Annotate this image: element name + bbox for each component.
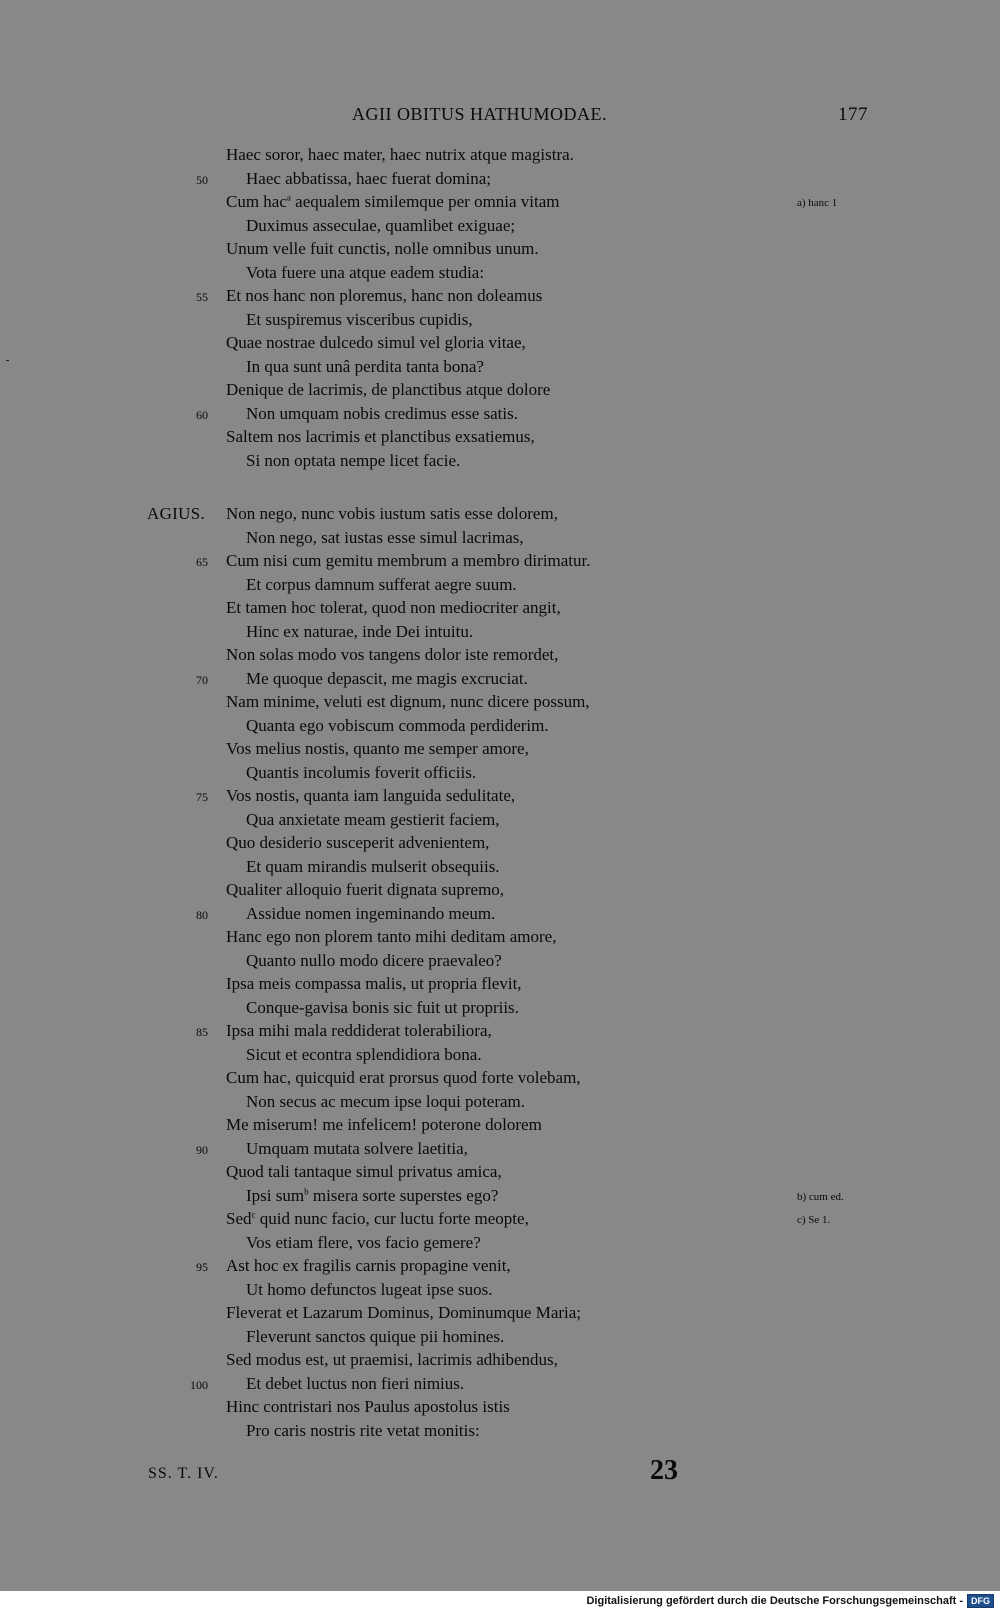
line-number: 55 (196, 290, 208, 304)
line-number: 95 (196, 1260, 208, 1274)
verse-text: Ut homo defunctos lugeat ipse suos. (246, 1279, 493, 1299)
line-number: 75 (196, 790, 208, 804)
verse-text: Non solas modo vos tangens dolor iste remordet, (226, 645, 559, 664)
verse-line (246, 1139, 468, 1159)
verse-text: Assidue nomen ingeminando meum. (246, 903, 496, 923)
speaker-label: AGIUS. (147, 504, 205, 523)
verse-text: Non nego, sat iustas esse simul lacrimas, (246, 527, 524, 547)
verse-line (246, 528, 524, 548)
verse-line (246, 810, 499, 830)
verse-text: Sed modus est, ut praemisi, lacrimis adhibendus, (226, 1350, 558, 1369)
line-number: 90 (196, 1142, 208, 1157)
verse-line (226, 833, 489, 853)
verse-line (226, 692, 590, 712)
line-number: 80 (196, 907, 208, 922)
verse-text: Quanta ego vobiscum commoda perdiderim. (246, 715, 549, 735)
verse-text-continued: quid nunc facio, cur luctu forte meopte, (255, 1209, 529, 1228)
verse-line (246, 951, 502, 971)
sheet-number: 23 (650, 1455, 678, 1486)
verse-line (246, 451, 460, 471)
line-number: 65 (196, 555, 208, 569)
verse-line (226, 974, 522, 994)
verse-text: Quae nostrae dulcedo simul vel gloria vitae, (226, 333, 526, 352)
verse-text: Qua anxietate meam gestierit faciem, (246, 809, 500, 829)
verse-line (226, 1256, 511, 1276)
verse-line (226, 1115, 542, 1135)
verse-line (246, 1421, 480, 1441)
verse-line (226, 927, 556, 947)
footnote-marker: c (251, 1209, 256, 1220)
verse-line (246, 216, 515, 236)
verse-text: Ipsa mihi mala reddiderat tolerabiliora, (226, 1021, 492, 1040)
verse-text: Cum hac, quicquid erat prorsus quod forte volebam, (226, 1068, 581, 1087)
verse-text: Non secus ac mecum ipse loqui poteram. (246, 1091, 526, 1111)
verse-line (226, 1162, 502, 1182)
verse-text: Duximus asseculae, quamlibet exiguae; (246, 215, 516, 235)
line-number: 70 (196, 672, 208, 687)
signature-mark: SS. T. IV. (148, 1465, 219, 1482)
verse-text: Denique de lacrimis, de planctibus atque dolore (226, 380, 551, 399)
verse-text: Ipsa meis compassa malis, ut propria flevit, (226, 974, 522, 993)
page-number: 177 (838, 104, 868, 125)
verse-line (226, 786, 515, 806)
verse-line (226, 1209, 529, 1229)
verse-text: Nam minime, veluti est dignum, nunc dicere possum, (226, 692, 590, 711)
verse-text: Saltem nos lacrimis et planctibus exsatiemus, (226, 427, 535, 446)
verse-line (246, 1186, 498, 1206)
verse-text: Hinc contristari nos Paulus apostolus istis (226, 1397, 510, 1416)
verse-text: Me miserum! me infelicem! poterone dolorem (226, 1115, 542, 1134)
verse-line (226, 598, 561, 618)
verse-text: Et corpus damnum sufferat aegre suum. (246, 574, 517, 594)
verse-line (246, 169, 491, 189)
verse-line (246, 357, 484, 377)
line-number: 50 (196, 172, 208, 187)
line-number: 85 (196, 1025, 208, 1039)
verse-text: Hanc ego non plorem tanto mihi deditam amore, (226, 927, 557, 946)
verse-text: Me quoque depascit, me magis excruciat. (246, 668, 528, 688)
verse-line (246, 857, 500, 877)
verse-line (246, 763, 476, 783)
verse-text: Non nego, nunc vobis iustum satis esse dolorem, (226, 504, 558, 523)
verse-line (246, 716, 549, 736)
verse-text: Ipsi sum (246, 1185, 305, 1205)
verse-line (226, 145, 574, 165)
verse-line (226, 1303, 581, 1323)
verse-text: Sicut et econtra splendidiora bona. (246, 1044, 482, 1064)
verse-line (226, 739, 529, 759)
verse-text: Quo desiderio susceperit advenientem, (226, 833, 490, 852)
verse-line (246, 904, 495, 924)
verse-line (226, 380, 550, 400)
verse-text: Hinc ex naturae, inde Dei intuitu. (246, 621, 474, 641)
margin-footnote: a) hanc 1 (797, 197, 838, 209)
line-number: 100 (190, 1377, 208, 1392)
verse-line (226, 504, 558, 524)
verse-line (246, 1045, 482, 1065)
verse-text: Et suspiremus visceribus cupidis, (246, 309, 473, 329)
margin-footnote: b) cum ed. (797, 1190, 844, 1203)
verse-text: Et tamen hoc tolerat, quod non mediocriter angit, (226, 598, 561, 617)
verse-text: Vos melius nostis, quanto me semper amore, (226, 739, 529, 758)
verse-text: Unum velle fuit cunctis, nolle omnibus unum. (226, 239, 539, 258)
verse-text: Conque-gavisa bonis sic fuit ut propriis. (246, 997, 519, 1017)
running-title: AGII OBITUS HATHUMODAE. (352, 104, 607, 124)
verse-text: Cum hac (226, 192, 287, 211)
verse-line (246, 575, 517, 595)
verse-line (226, 286, 542, 306)
verse-text: Si non optata nempe licet facie. (246, 450, 461, 470)
verse-text: Ast hoc ex fragilis carnis propagine venit, (226, 1256, 511, 1275)
verse-line (246, 622, 473, 642)
margin-footnote: c) Se 1. (797, 1214, 831, 1226)
verse-line (226, 645, 558, 665)
verse-text: Et nos hanc non ploremus, hanc non doleamus (226, 286, 543, 305)
margin-mark (6, 360, 9, 361)
verse-text-continued: misera sorte superstes ego? (308, 1185, 499, 1205)
footer-text: Digitalisierung gefördert durch die Deutsche Forschungsgemeinschaft - (586, 1595, 963, 1607)
digitization-footer (586, 1593, 994, 1609)
verse-text: Quod tali tantaque simul privatus amica, (226, 1162, 502, 1181)
verse-line (246, 1092, 525, 1112)
line-number: 60 (196, 407, 208, 422)
verse-line (226, 1350, 558, 1370)
verse-text: Cum nisi cum gemitu membrum a membro dirimatur. (226, 551, 591, 570)
verse-text: Haec abbatissa, haec fuerat domina; (246, 168, 491, 188)
verse-text: Et debet luctus non fieri nimius. (246, 1373, 465, 1393)
verse-text: Vos nostis, quanta iam languida sedulitate, (226, 786, 516, 805)
verse-text: Quanto nullo modo dicere praevaleo? (246, 950, 502, 970)
footnote-marker: a (286, 192, 291, 203)
verse-line (246, 998, 519, 1018)
verse-text: Vos etiam flere, vos facio gemere? (246, 1232, 481, 1252)
verse-text: Et quam mirandis mulserit obsequiis. (246, 856, 500, 876)
verse-text: Quantis incolumis foverit officiis. (246, 762, 477, 782)
verse-line (226, 427, 535, 447)
verse-line (226, 1397, 510, 1417)
verse-line (226, 1068, 581, 1088)
verse-text: Qualiter alloquio fuerit dignata supremo, (226, 880, 505, 899)
verse-text: Umquam mutata solvere laetitia, (246, 1138, 468, 1158)
verse-line (226, 1021, 492, 1041)
verse-text: Fleverat et Lazarum Dominus, Dominumque Maria; (226, 1303, 582, 1322)
verse-line (246, 1233, 481, 1253)
verse-text: Sed (226, 1209, 252, 1228)
verse-text: Non umquam nobis credimus esse satis. (246, 403, 518, 423)
verse-text: In qua sunt unâ perdita tanta bona? (246, 356, 484, 376)
verse-text: Fleverunt sanctos quique pii homines. (246, 1326, 505, 1346)
verse-text: Pro caris nostris rite vetat monitis: (246, 1420, 480, 1440)
verse-text: Vota fuere una atque eadem studia: (246, 262, 485, 282)
verse-line (246, 404, 518, 424)
footnote-marker: b (304, 1185, 309, 1196)
verse-line (226, 333, 526, 353)
verse-line (246, 1374, 464, 1394)
verse-line (226, 192, 560, 212)
verse-line (226, 551, 591, 571)
dfg-logo: DFG (967, 1594, 994, 1608)
verse-line (246, 1327, 504, 1347)
verse-line (226, 239, 539, 259)
verse-line (246, 669, 528, 689)
verse-line (246, 1280, 492, 1300)
verse-line (246, 263, 484, 283)
verse-line (226, 880, 504, 900)
verse-text: Haec soror, haec mater, haec nutrix atque magistra. (226, 145, 574, 164)
verse-line (246, 310, 473, 330)
verse-text-continued: aequalem similemque per omnia vitam (290, 192, 560, 211)
